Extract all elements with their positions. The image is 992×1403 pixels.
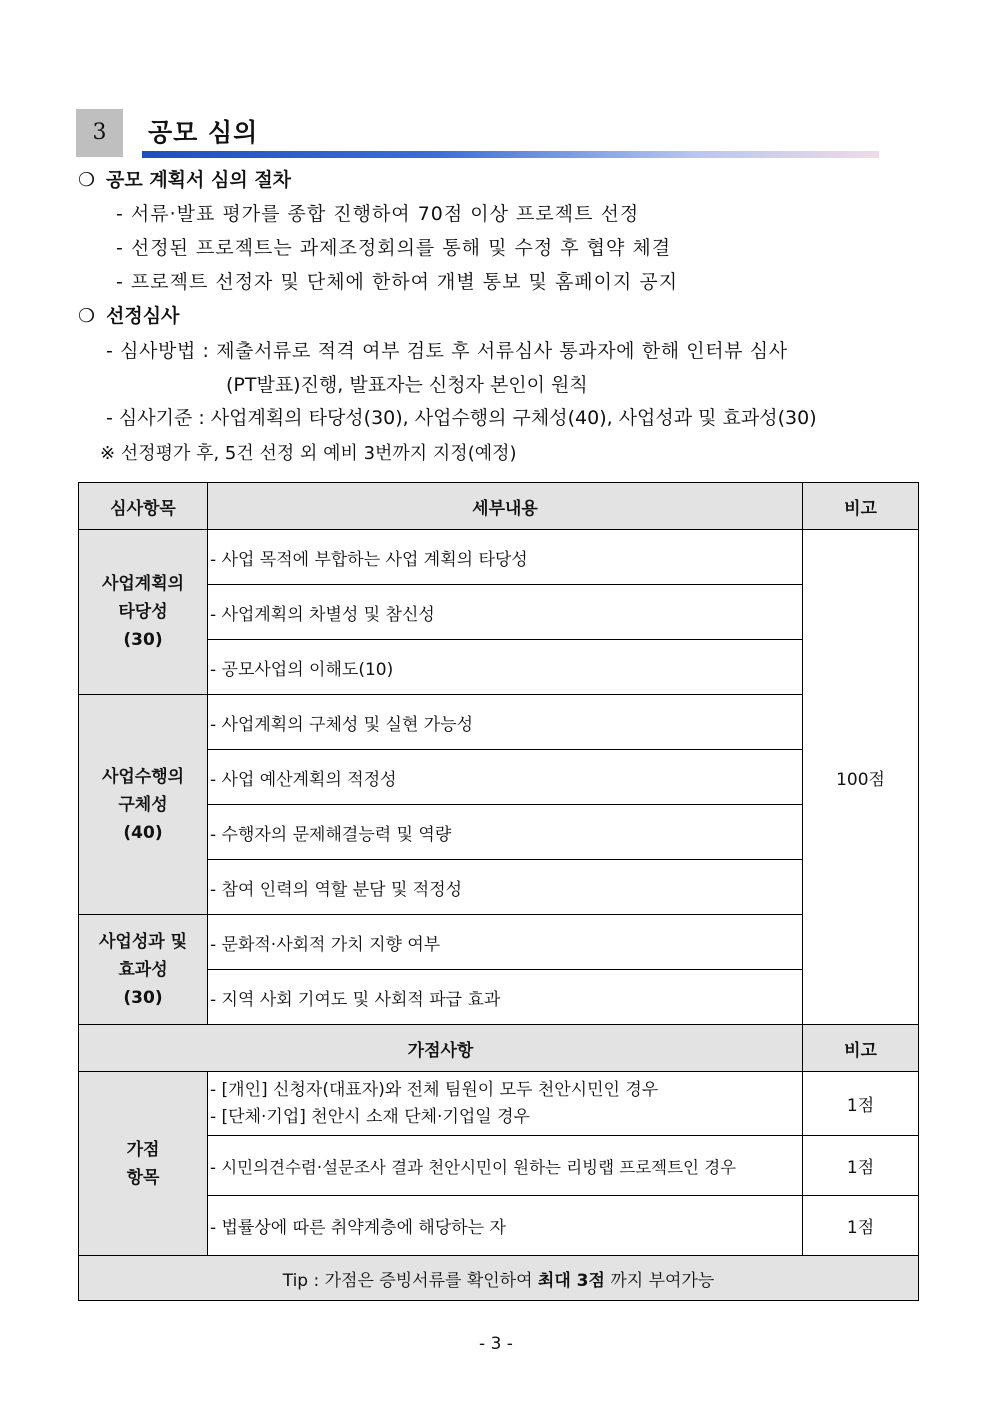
header-note: 비고 [803, 483, 919, 530]
section-number: 3 [76, 109, 123, 157]
table-header-row [79, 483, 919, 530]
selection-criteria: - 심사기준 : 사업계획의 타당성(30), 사업수행의 구체성(40), 사업성과 및 효과성(30) [106, 407, 817, 429]
section-header [76, 109, 880, 159]
detail-cell: - 공모사업의 이해도(10) [208, 640, 803, 695]
circle-bullet-icon: ❍ [78, 169, 96, 191]
detail-cell: - 사업 목적에 부합하는 사업 계획의 타당성 [208, 530, 803, 585]
bonus-points-cell: 1점 [803, 1072, 919, 1136]
detail-cell: - 참여 인력의 역할 분담 및 적정성 [208, 860, 803, 915]
tip-row [79, 1256, 919, 1301]
table-row [79, 695, 919, 750]
selection-method-cont: (PT발표)진행, 발표자는 신청자 본인이 원칙 [226, 374, 588, 396]
selection-heading: ❍ 선정심사 [78, 305, 180, 327]
category-cell: 사업수행의 구체성 (40) [79, 695, 208, 915]
bonus-points-cell: 1점 [803, 1196, 919, 1256]
detail-cell: - 사업 예산계획의 적정성 [208, 750, 803, 805]
tip-cell: Tip : 가점은 증빙서류를 확인하여 최대 3점 까지 부여가능 [79, 1256, 919, 1301]
bonus-note-header: 비고 [803, 1025, 919, 1072]
detail-cell: - 사업계획의 차별성 및 참신성 [208, 585, 803, 640]
category-cell: 사업성과 및 효과성 (30) [79, 915, 208, 1025]
bonus-detail-cell: - 시민의견수렴·설문조사 결과 천안시민이 원하는 리빙랩 프로젝트인 경우 [208, 1136, 803, 1196]
circle-bullet-icon: ❍ [78, 305, 96, 327]
procedure-item: - 선정된 프로젝트는 과제조정회의를 통해 및 수정 후 협약 체결 [116, 237, 672, 259]
bonus-points-cell: 1점 [803, 1136, 919, 1196]
detail-cell: - 지역 사회 기여도 및 사회적 파급 효과 [208, 970, 803, 1025]
bonus-header: 가점사항 [79, 1025, 803, 1072]
section-title: 공모 심의 [148, 118, 259, 147]
procedure-item: - 서류·발표 평가를 종합 진행하여 70점 이상 프로젝트 선정 [116, 203, 640, 225]
detail-cell: - 사업계획의 구체성 및 실현 가능성 [208, 695, 803, 750]
section-underline [142, 151, 879, 158]
procedure-heading: ❍ 공모 계획서 심의 절차 [78, 169, 292, 191]
selection-method: - 심사방법 : 제출서류로 적격 여부 검토 후 서류심사 통과자에 한해 인터뷰 심사 [106, 340, 788, 362]
header-detail: 세부내용 [208, 483, 803, 530]
evaluation-table [78, 482, 919, 1301]
bonus-category-cell: 가점 항목 [79, 1072, 208, 1256]
table-row [79, 530, 919, 585]
category-cell: 사업계획의 타당성 (30) [79, 530, 208, 695]
bonus-detail-cell: - 법률상에 따른 취약계층에 해당하는 자 [208, 1196, 803, 1256]
bonus-row [79, 1072, 919, 1136]
total-score-cell: 100점 [803, 530, 919, 1025]
selection-note: ※ 선정평가 후, 5건 선정 외 예비 3번까지 지정(예정) [100, 443, 517, 464]
page-number: - 3 - [479, 1334, 513, 1354]
detail-cell: - 문화적·사회적 가치 지향 여부 [208, 915, 803, 970]
header-category: 심사항목 [79, 483, 208, 530]
table-row [79, 915, 919, 970]
detail-cell: - 수행자의 문제해결능력 및 역량 [208, 805, 803, 860]
bonus-header-row [79, 1025, 919, 1072]
bonus-detail-cell: - [개인] 신청자(대표자)와 전체 팀원이 모두 천안시민인 경우 - [단체·기업] 천안시 소재 단체·기업일 경우 [208, 1072, 803, 1136]
procedure-item: - 프로젝트 선정자 및 단체에 한하여 개별 통보 및 홈페이지 공지 [116, 271, 679, 293]
